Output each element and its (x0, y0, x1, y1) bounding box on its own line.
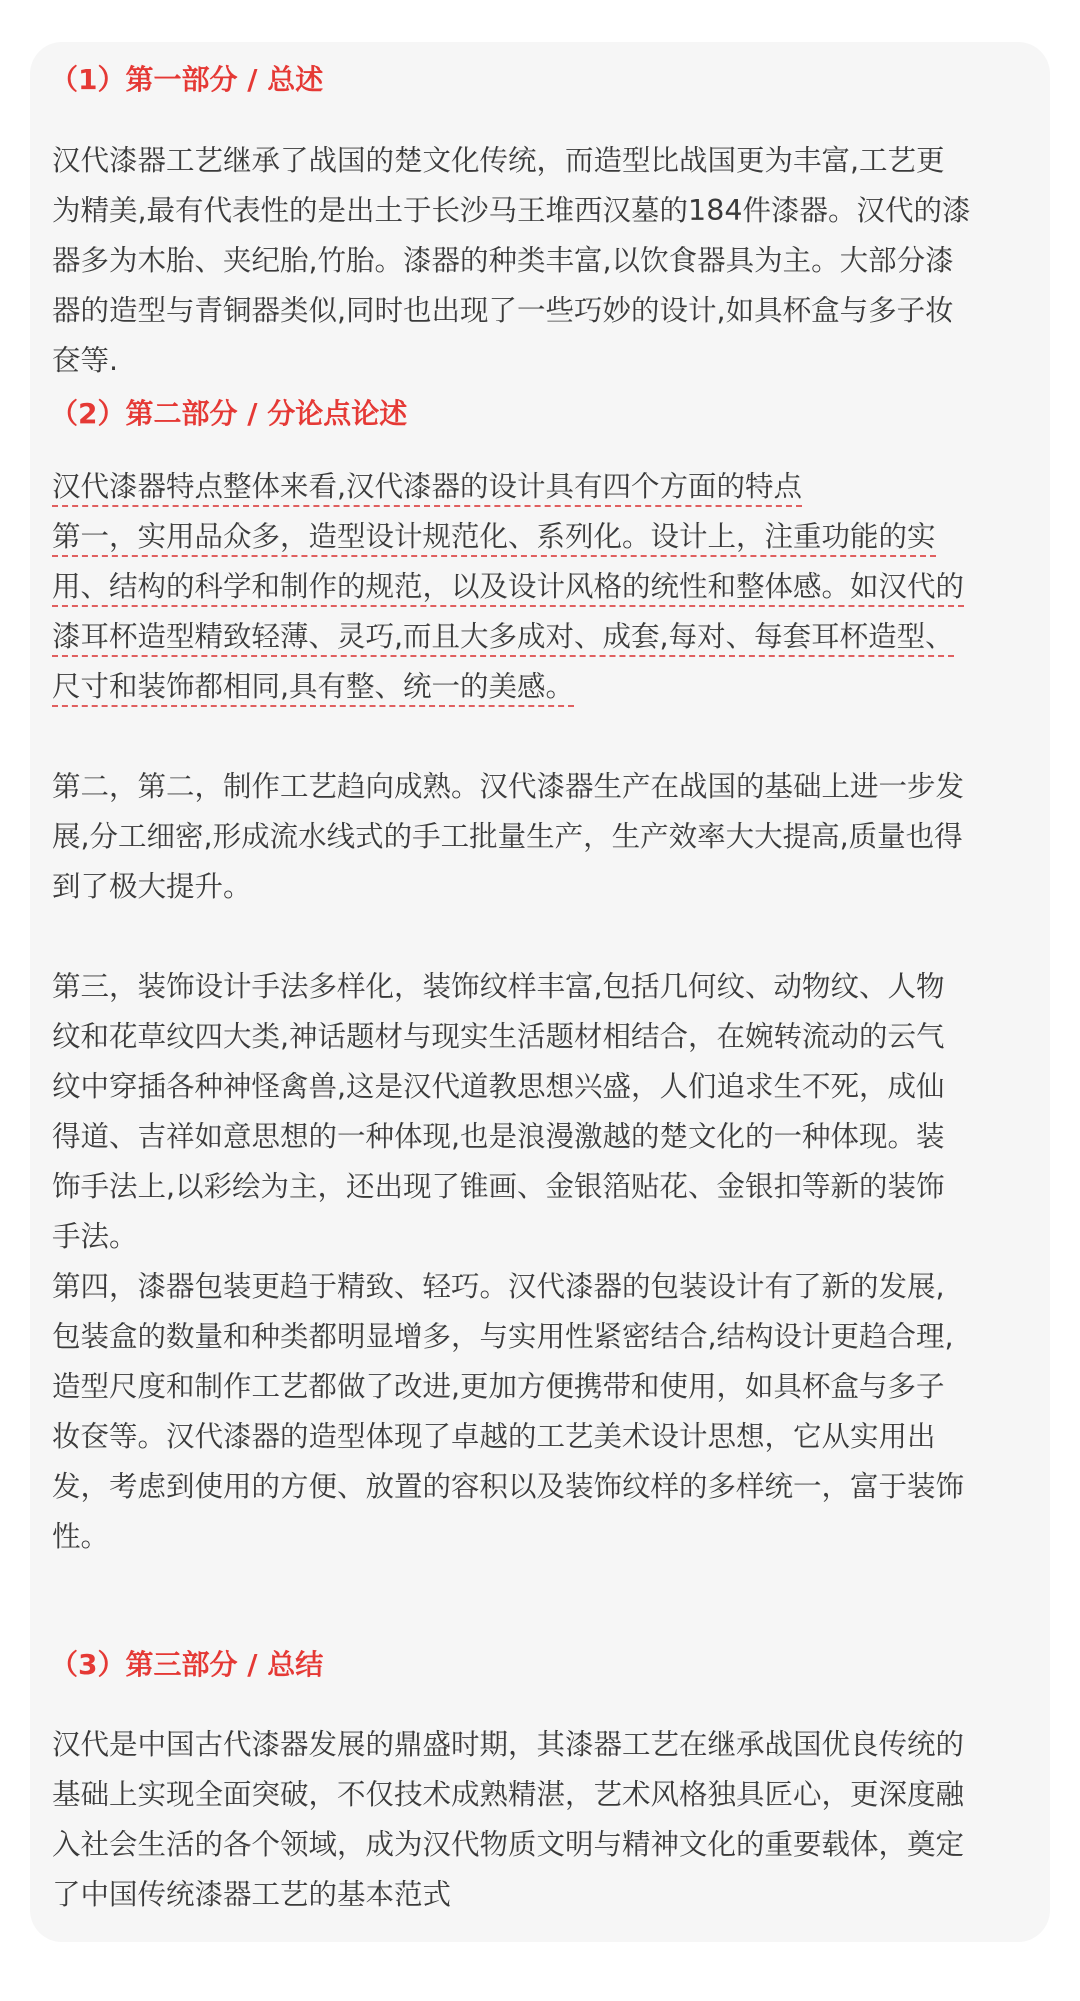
text-line (52, 662, 1028, 712)
text-line: 妆奁等。汉代漆器的造型体现了卓越的工艺美术设计思想，它从实用出 (52, 1420, 936, 1453)
text-line: 了中国传统漆器工艺的基本范式 (52, 1878, 452, 1911)
text-line (52, 562, 1028, 612)
section-2-paragraph-4 (52, 1262, 1028, 1562)
text-line: 纹和花草纹四大类,神话题材与现实生活题材相结合，在婉转流动的云气 (52, 1020, 945, 1053)
text-line (52, 512, 1028, 562)
text-line: 第四，漆器包装更趋于精致、轻巧。汉代漆器的包装设计有了新的发展, (52, 1270, 945, 1303)
section-1-paragraph (52, 136, 1028, 386)
section-1-heading: （1）第一部分 / 总述 (50, 63, 324, 96)
text-line (52, 612, 1028, 662)
section-3-paragraph (52, 1720, 1028, 1920)
underlined-text: 尺寸和装饰都相同,具有整、统一的美感。 (52, 670, 574, 707)
text-line: 器的造型与青铜器类似,同时也出现了一些巧妙的设计,如具杯盒与多子妆 (52, 294, 954, 327)
text-line: 到了极大提升。 (52, 870, 252, 903)
text-line: 得道、吉祥如意思想的一种体现,也是浪漫激越的楚文化的一种体现。装 (52, 1120, 945, 1153)
content-card (30, 42, 1050, 1942)
text-line: 奁等. (52, 344, 119, 377)
text-line: 为精美,最有代表性的是出土于长沙马王堆西汉墓的184件漆器。汉代的漆 (52, 194, 971, 227)
text-line: 基础上实现全面突破，不仅技术成熟精湛，艺术风格独具匠心，更深度融 (52, 1778, 965, 1811)
text-line: 造型尺度和制作工艺都做了改进,更加方便携带和使用，如具杯盒与多子 (52, 1370, 945, 1403)
text-line: 包装盒的数量和种类都明显增多，与实用性紧密结合,结构设计更趋合理, (52, 1320, 954, 1353)
section-2-paragraph-3 (52, 962, 1028, 1262)
section-3-heading: （3）第三部分 / 总结 (50, 1648, 324, 1681)
text-line: 纹中穿插各种神怪禽兽,这是汉代道教思想兴盛，人们追求生不死，成仙 (52, 1070, 945, 1103)
text-line: 器多为木胎、夹纪胎,竹胎。漆器的种类丰富,以饮食器具为主。大部分漆 (52, 244, 954, 277)
text-line: 展,分工细密,形成流水线式的手工批量生产，生产效率大大提高,质量也得 (52, 820, 963, 853)
section-2-intro-paragraph (52, 462, 1028, 712)
text-line: 第三，装饰设计手法多样化，装饰纹样丰富,包括几何纹、动物纹、人物 (52, 970, 945, 1003)
underlined-text: 汉代漆器特点整体来看,汉代漆器的设计具有四个方面的特点 (52, 470, 802, 507)
text-line (52, 462, 1028, 512)
text-line: 饰手法上,以彩绘为主，还出现了锥画、金银箔贴花、金银扣等新的装饰 (52, 1170, 945, 1203)
text-line: 第二，第二，制作工艺趋向成熟。汉代漆器生产在战国的基础上进一步发 (52, 770, 965, 803)
text-line: 汉代是中国古代漆器发展的鼎盛时期，其漆器工艺在继承战国优良传统的 (52, 1728, 965, 1761)
text-line: 手法。 (52, 1220, 138, 1253)
underlined-text: 用、结构的科学和制作的规范，以及设计风格的统性和整体感。如汉代的 (52, 570, 964, 607)
section-2-heading: （2）第二部分 / 分论点论述 (50, 397, 408, 430)
text-line: 发，考虑到使用的方便、放置的容积以及装饰纹样的多样统一，富于装饰 (52, 1470, 965, 1503)
text-line: 性。 (52, 1520, 110, 1553)
underlined-text: 第一，实用品众多，造型设计规范化、系列化。设计上，注重功能的实 (52, 520, 936, 557)
text-line: 汉代漆器工艺继承了战国的楚文化传统，而造型比战国更为丰富,工艺更 (52, 144, 945, 177)
text-line: 入社会生活的各个领域，成为汉代物质文明与精神文化的重要载体，奠定 (52, 1828, 965, 1861)
underlined-text: 漆耳杯造型精致轻薄、灵巧,而且大多成对、成套,每对、每套耳杯造型、 (52, 620, 954, 657)
section-2-paragraph-2 (52, 762, 1028, 912)
